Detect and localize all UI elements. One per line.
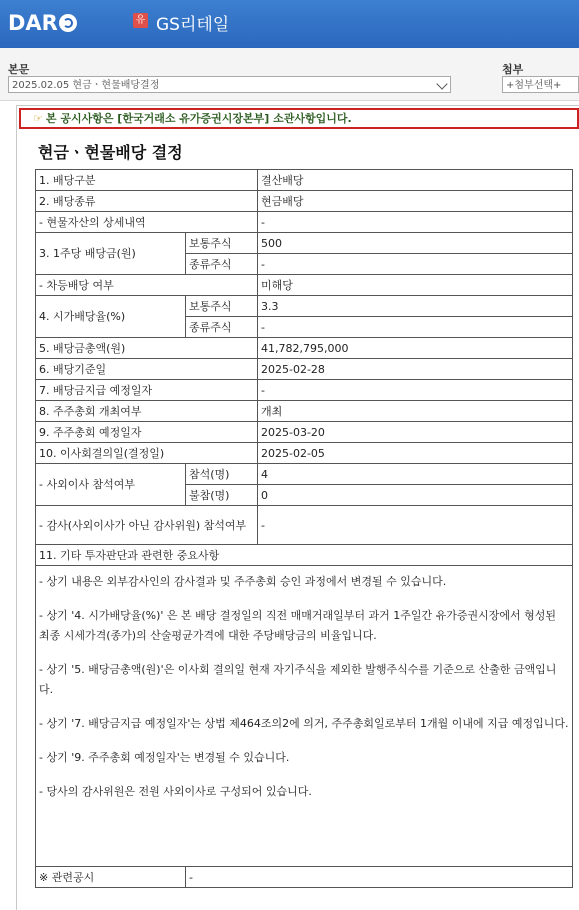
row-sublabel: 종류주식 — [186, 254, 258, 275]
table-row — [36, 566, 573, 867]
body-select[interactable] — [8, 76, 451, 93]
row-value: - — [258, 317, 573, 338]
row-value: 3.3 — [258, 296, 573, 317]
row-value: - — [258, 212, 573, 233]
row-label: 10. 이사회결의일(결정일) — [36, 443, 258, 464]
body-select-value: 2025.02.05 현금ㆍ현물배당결정 — [12, 80, 160, 91]
company-name: GS리테일 — [156, 15, 230, 35]
row-value: 2025-03-20 — [258, 422, 573, 443]
row-label: - 감사(사외이사가 아닌 감사위원) 참석여부 — [36, 506, 258, 545]
row-sublabel: 보통주식 — [186, 296, 258, 317]
note-paragraph: - 당사의 감사위원은 전원 사외이사로 구성되어 있습니다. — [39, 785, 312, 798]
related-value: - — [186, 867, 573, 888]
chevron-down-icon — [436, 78, 447, 89]
row-value: 0 — [258, 485, 573, 506]
notes-cell — [36, 566, 573, 867]
row-label: - 현물자산의 상세내역 — [36, 212, 258, 233]
body-label: 본문 — [8, 63, 30, 76]
top-bar — [0, 0, 579, 48]
note-paragraph: - 상기 '4. 시가배당율(%)' 은 본 배당 결정일의 직전 매매거래일부터 과거 1주일간 유가증권시장에서 형성된 최종 시세가격(종가)의 산술평균가격에 대한 주당배당금의 비율입니다. — [39, 609, 557, 642]
attach-label: 첨부 — [502, 63, 524, 76]
row-label: 4. 시가배당율(%) — [36, 296, 186, 338]
table-row — [36, 359, 573, 380]
table-row — [36, 170, 573, 191]
note-paragraph: - 상기 '7. 배당금지급 예정일자'는 상법 제464조의2에 의거, 주주총회일로부터 1개월 이내에 지급 예정입니다. — [39, 717, 569, 730]
market-badge: 유 — [133, 13, 148, 28]
row-value: - — [258, 254, 573, 275]
row-value: 미해당 — [258, 275, 573, 296]
notice-text: 본 공시사항은 [한국거래소 유가증권시장본부] 소관사항입니다. — [45, 112, 352, 125]
table-row — [36, 422, 573, 443]
row-label: - 차등배당 여부 — [36, 275, 258, 296]
dart-logo[interactable]: DAR — [8, 11, 78, 35]
row-sublabel: 종류주식 — [186, 317, 258, 338]
row-value: 4 — [258, 464, 573, 485]
note-paragraph: - 상기 내용은 외부감사인의 감사결과 및 주주총회 승인 과정에서 변경될 수 있습니다. — [39, 575, 447, 588]
pointing-hand-icon: ☞ — [33, 112, 43, 125]
table-row — [36, 275, 573, 296]
document-toolbar — [0, 48, 579, 101]
row-label: 8. 주주총회 개최여부 — [36, 401, 258, 422]
table-row — [36, 191, 573, 212]
jurisdiction-notice — [19, 108, 579, 129]
table-row — [36, 506, 573, 545]
table-row — [36, 545, 573, 566]
row-value: - — [258, 506, 573, 545]
row-label: 2. 배당종류 — [36, 191, 258, 212]
row-sublabel: 불참(명) — [186, 485, 258, 506]
row-value: 2025-02-05 — [258, 443, 573, 464]
table-row — [36, 338, 573, 359]
row-label: 11. 기타 투자판단과 관련한 중요사항 — [36, 545, 573, 566]
table-row — [36, 380, 573, 401]
table-row — [36, 233, 573, 254]
row-value: 결산배당 — [258, 170, 573, 191]
row-value: 개최 — [258, 401, 573, 422]
table-row — [36, 867, 573, 888]
row-label: 1. 배당구분 — [36, 170, 258, 191]
row-label: 6. 배당기준일 — [36, 359, 258, 380]
row-value: - — [258, 380, 573, 401]
row-sublabel: 보통주식 — [186, 233, 258, 254]
logo-ring-icon — [59, 14, 77, 32]
table-row — [36, 296, 573, 317]
row-label: 5. 배당금총액(원) — [36, 338, 258, 359]
disclosure-table — [35, 169, 573, 888]
attach-select-value: +첨부선택+ — [506, 80, 562, 91]
row-value: 현금배당 — [258, 191, 573, 212]
row-label: 3. 1주당 배당금(원) — [36, 233, 186, 275]
table-row — [36, 212, 573, 233]
row-sublabel: 참석(명) — [186, 464, 258, 485]
table-row — [36, 443, 573, 464]
row-label: 7. 배당금지급 예정일자 — [36, 380, 258, 401]
row-label: - 사외이사 참석여부 — [36, 464, 186, 506]
note-paragraph: - 상기 '5. 배당금총액(원)'은 이사회 결의일 현재 자기주식을 제외한 발행주식수를 기준으로 산출한 금액입니다. — [39, 663, 557, 696]
row-label: 9. 주주총회 예정일자 — [36, 422, 258, 443]
related-label: ※ 관련공시 — [36, 867, 186, 888]
row-value: 500 — [258, 233, 573, 254]
note-paragraph: - 상기 '9. 주주총회 예정일자'는 변경될 수 있습니다. — [39, 751, 290, 764]
attach-select[interactable] — [502, 76, 579, 93]
row-value: 41,782,795,000 — [258, 338, 573, 359]
document-title: 현금ㆍ현물배당 결정 — [38, 143, 183, 162]
table-row — [36, 401, 573, 422]
row-value: 2025-02-28 — [258, 359, 573, 380]
table-row — [36, 464, 573, 485]
